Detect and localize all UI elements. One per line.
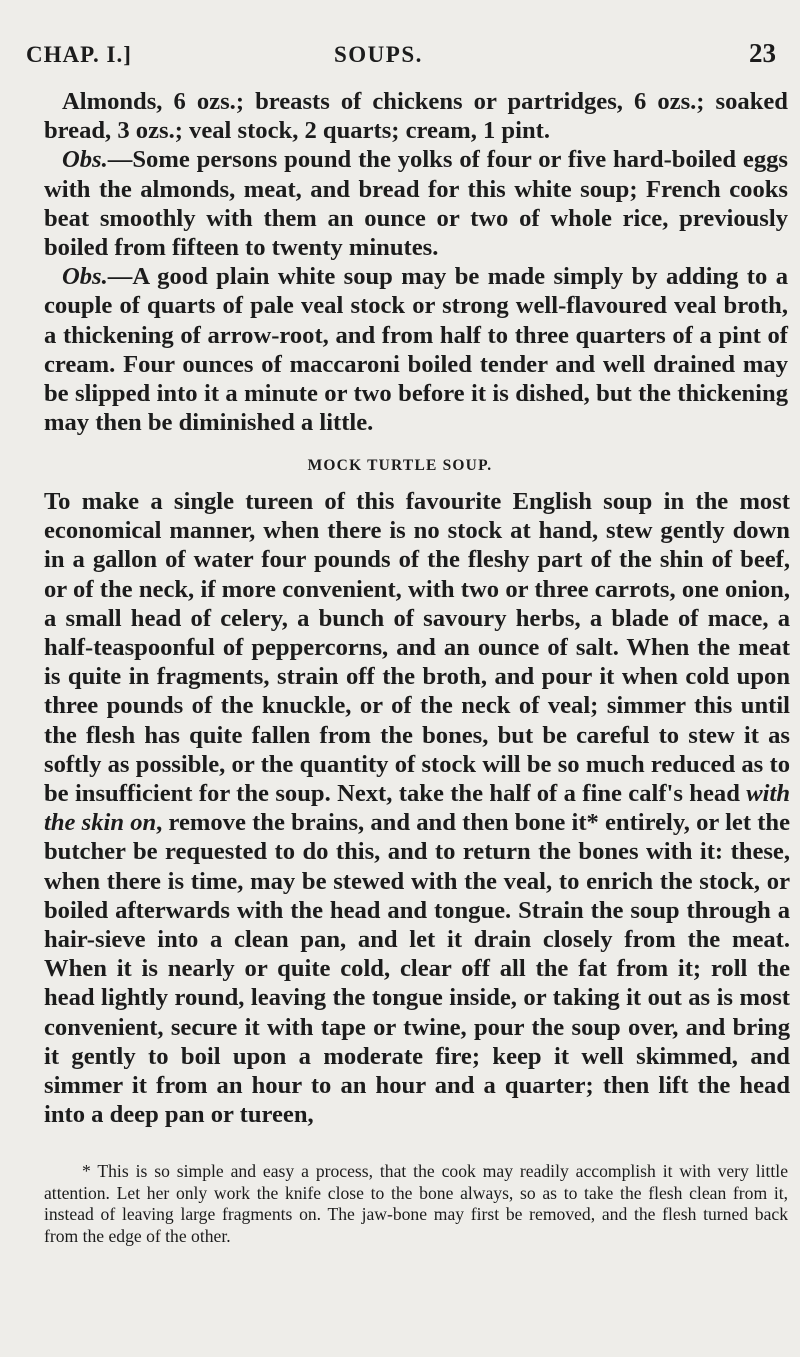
observation-paragraph-1	[44, 145, 788, 262]
mock-turtle-paragraph	[44, 487, 790, 1129]
section-heading: MOCK TURTLE SOUP.	[307, 457, 493, 474]
mock-turtle-text	[44, 487, 790, 1129]
page-number: 23	[749, 38, 776, 68]
observation-paragraph-2	[44, 262, 788, 437]
footnote-text: * This is so simple and easy a process, that the cook may readily accomplish it with very little attention. Let her only work the knife close to the bone always, so as to take the flesh clean from it, instead of leaving large fragments on. The jaw-bone may first be removed, and the flesh turned back from the edge of the other.	[44, 1161, 788, 1246]
recipe-italic-phrase: with the skin on	[44, 780, 790, 837]
chapter-label: CHAP. I.]	[26, 42, 132, 67]
white-soup-text	[44, 87, 788, 437]
section-title: SOUPS.	[334, 42, 423, 67]
recipe-text-part1: To make a single tureen of this favourite English soup in the most economical manner, when there is no stock at hand, stew gently down in a gallon of water four pounds of the fleshy part of the shin of beef, or of the neck, if more convenient, with two or three carrots, one onion, a small head of celery, a bunch of savoury herbs, a blade of mace, a half-teaspoonful of peppercorns, and an ounce of salt. When the meat is quite in fragments, strain off the broth, and pour it when cold upon three pounds of the knuckle, or of the neck of veal; simmer this until the flesh has quite fallen from the bones, but be careful to stew it as softly as possible, or the quantity of stock will be so much reduced as to be insufficient for the soup. Next, take the half of a fine calf's head	[44, 488, 790, 808]
recipe-text-part2: , remove the brains, and and then bone it* entirely, or let the butcher be requested to do this, and to return the bones with it: these, when there is time, may be stewed with the veal, to enrich the stock, or boiled afterwards with the head and tongue. Strain the soup through a hair-sieve into a clean pan, and let it drain closely from the meat. When it is nearly or quite cold, clear off all the fat from it; roll the head lightly round, leaving the tongue inside, or taking it out as is most convenient, secure it with tape or twine, pour the soup over, and bring it gently to boil upon a moderate fire; keep it well skimmed, and simmer it from an hour to an hour and a quarter; then lift the head into a deep pan or tureen,	[44, 809, 790, 1129]
obs-text: —A good plain white soup may be made simply by adding to a couple of quarts of pale veal stock or strong well-flavoured veal broth, a thickening of arrow-root, and from half to three quarters of a pint of cream. Four ounces of maccaroni boiled tender and well drained may be slipped into it a minute or two before it is dished, but the thickening may then be diminished a little.	[44, 263, 788, 437]
footnote	[44, 1161, 788, 1247]
obs-label: Obs.	[62, 263, 108, 291]
obs-text: —Some persons pound the yolks of four or five hard-boiled eggs with the almonds, meat, and bread for this white soup; French cooks beat smoothly with them an ounce or two of whole rice, previously boiled from fifteen to twenty minutes.	[44, 146, 788, 262]
ingredients-paragraph: Almonds, 6 ozs.; breasts of chickens or partridges, 6 ozs.; soaked bread, 3 ozs.; veal stock, 2 quarts; cream, 1 pint.	[44, 88, 788, 145]
obs-label: Obs.	[62, 146, 108, 174]
running-header	[26, 34, 782, 74]
